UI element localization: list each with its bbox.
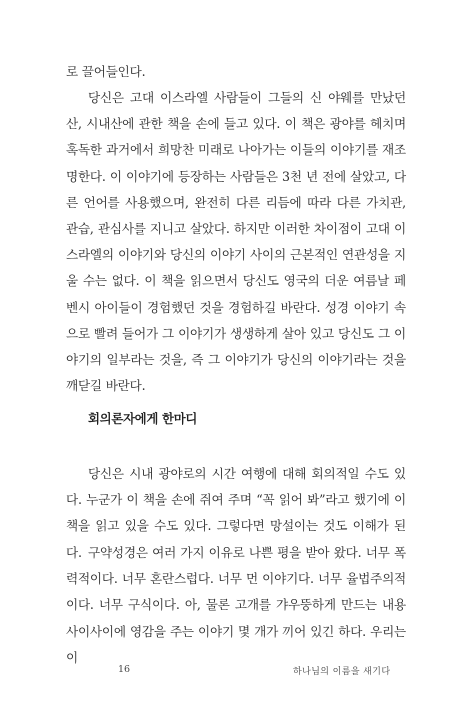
body-paragraph: 당신은 고대 이스라엘 사람들이 그들의 신 야웨를 만났던 산, 시내산에 관한 책을 손에 들고 있다. 이 책은 광야를 헤치며 혹독한 과거에서 희망찬 미래로 나아가는 이들의 이야기를 재조명한다. 이 이야기에 등장하는 사람들은 3천 년 전에 살았고, 다른 언어를 사용했으며, 완전히 다른 리듬에 따라 다른 가치관, 관습, 관심사를 지니고 살았다. 하지만 이러한 차이점이 고대 이스라엘의 이야기와 당신의 이야기 사이의 근본적인 연관성을 지울 수는 없다. 이 책을 읽으면서 당신도 영국의 더운 여름날 페벤시 아이들이 경험했던 것을 경험하길 바란다. 성경 이야기 속으로 빨려 들어가 그 이야기가 생생하게 살아 있고 당신도 그 이야기의 일부라는 것을, 즉 그 이야기가 당신의 이야기라는 것을 깨닫길 바란다. — [66, 90, 406, 394]
page-number: 16 — [118, 664, 131, 675]
body-paragraph-continuation: 로 끌어들인다. — [66, 64, 146, 79]
body-paragraph: 당신은 시내 광야로의 시간 여행에 대해 회의적일 수도 있다. 누군가 이 책을 손에 쥐여 주며 “꼭 읽어 봐”라고 했기에 이 책을 읽고 있을 수도 있다. 그렇다면 망설이는 것도 이해가 된다. — [66, 466, 406, 560]
body-paragraph: 구약성경은 여러 가지 이유로 나쁜 평을 받아 왔다. 너무 폭력적이다. 너무 혼란스럽다. 너무 먼 이야기다. 너무 율법주의적이다. 너무 구식이다. 아, 물론 고개를 갸우뚱하게 만드는 내용 사이사이에 영감을 주는 이야기 몇 개가 끼어 있긴 하다. 우리는 이 — [66, 545, 406, 665]
section-heading: 회의론자에게 한마디 — [88, 411, 198, 426]
running-title: 하나님의 이름을 새기다 — [293, 667, 391, 677]
